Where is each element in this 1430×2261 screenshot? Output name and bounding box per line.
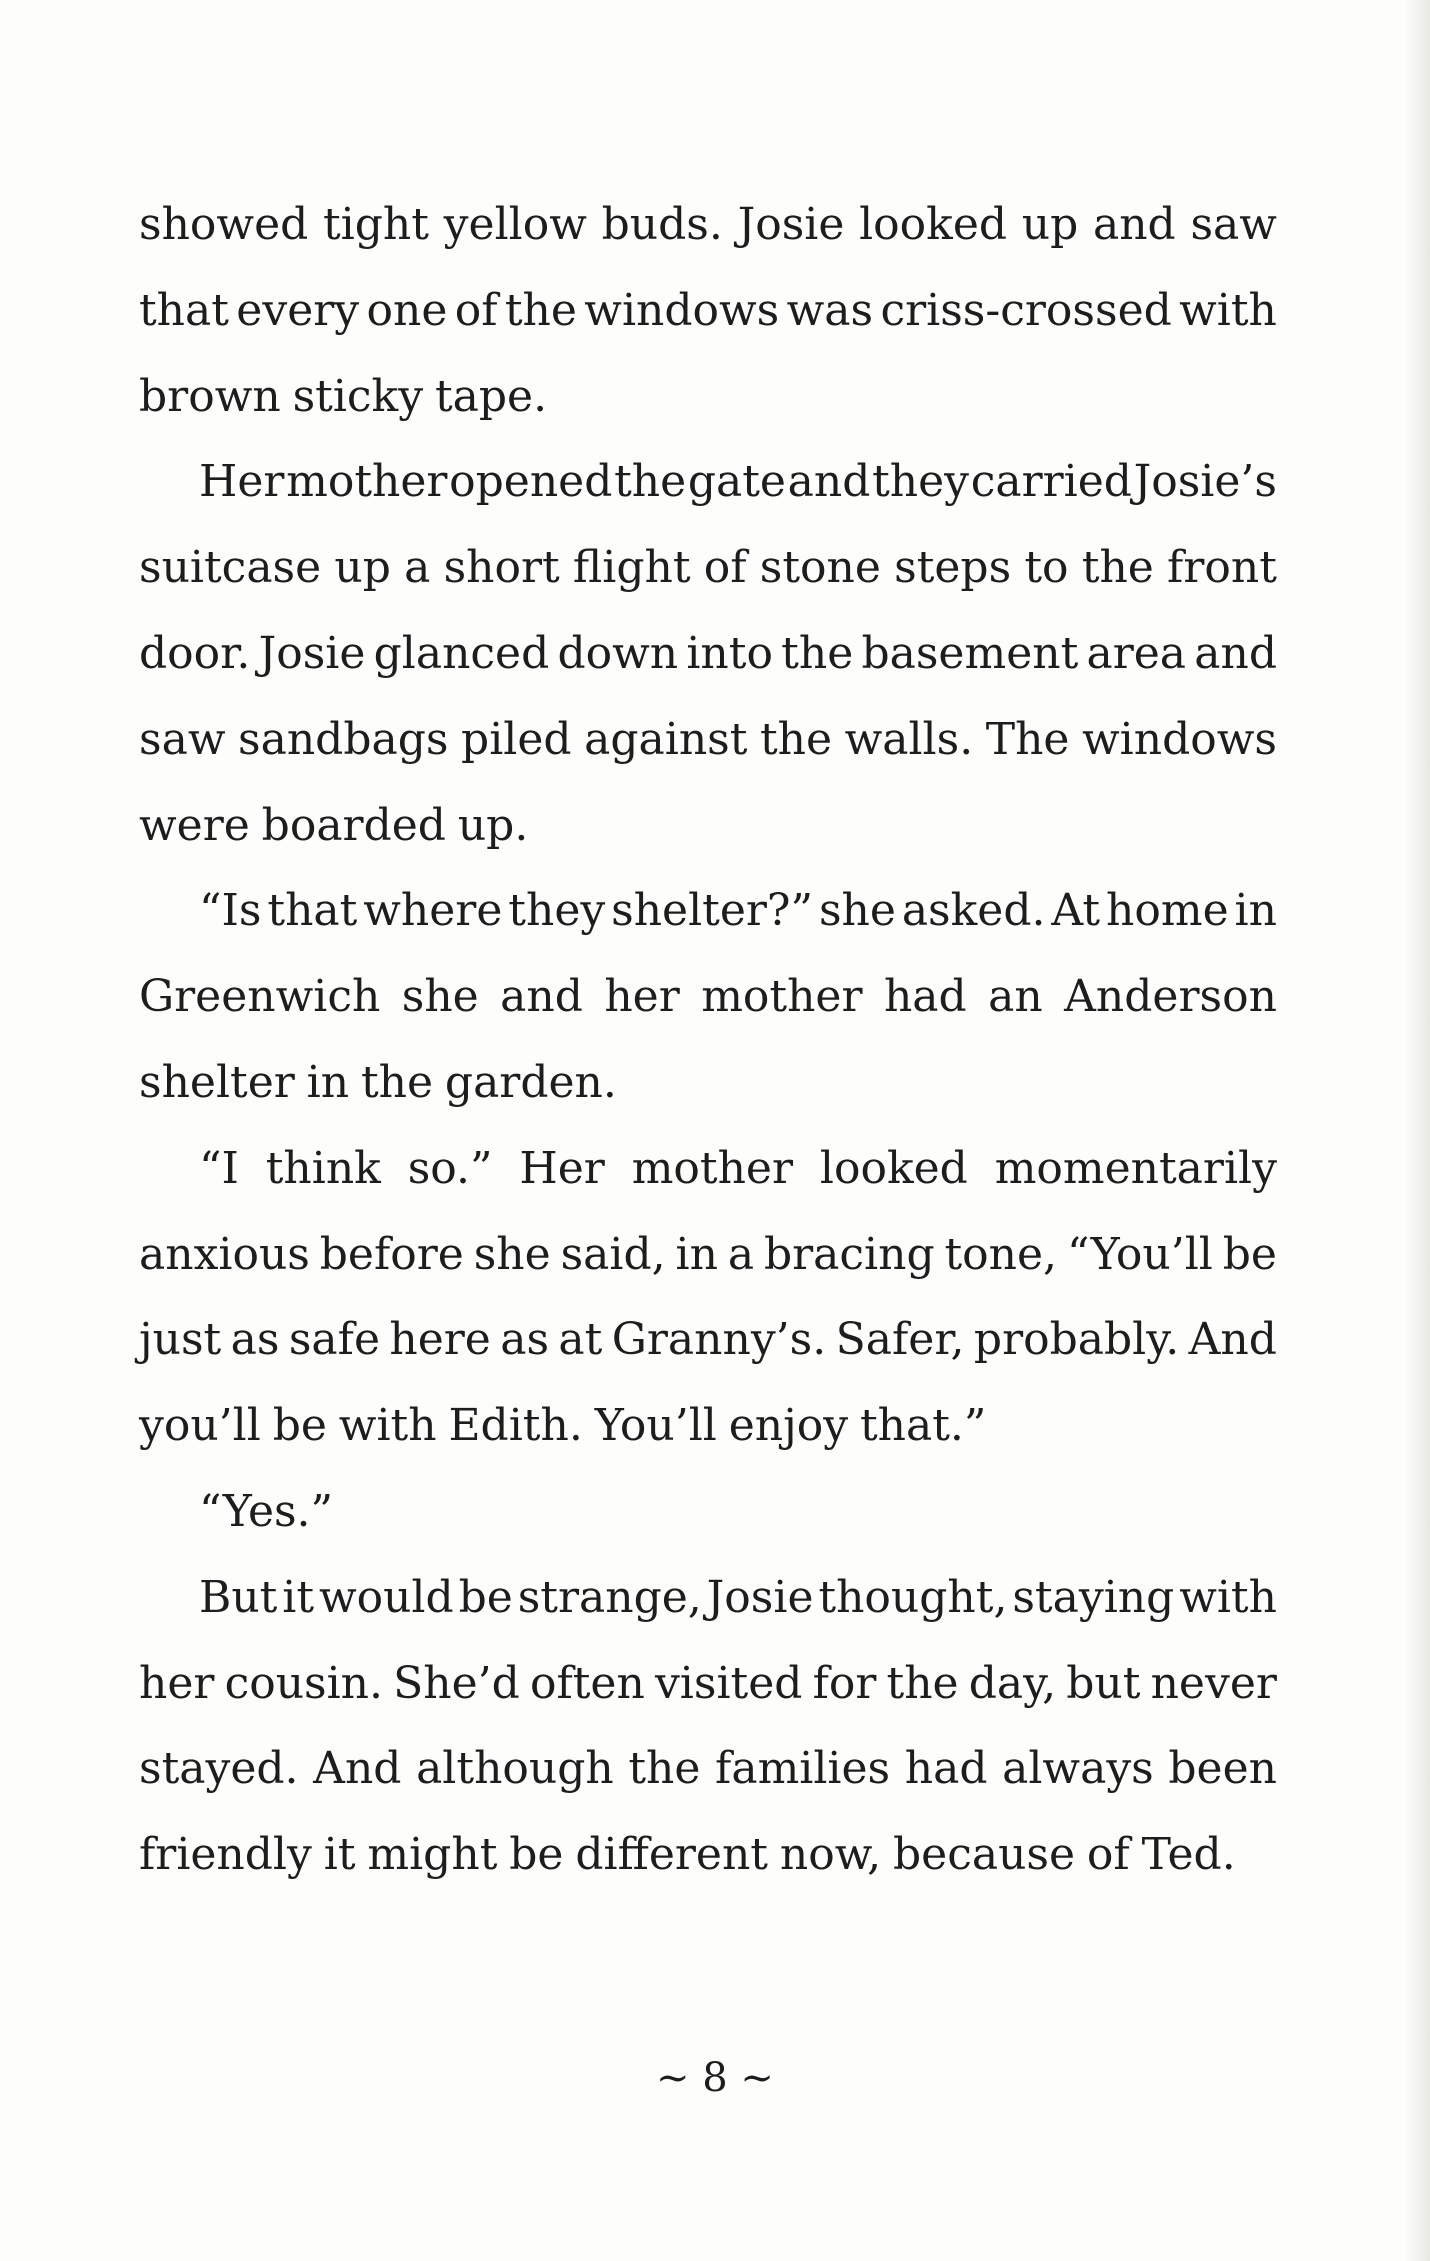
word: Josie <box>258 627 366 679</box>
word: different <box>575 1829 768 1881</box>
word: the <box>628 1743 701 1795</box>
word: short <box>443 542 560 594</box>
word: thought, <box>818 1571 1008 1623</box>
word: She’d <box>393 1657 520 1709</box>
word: might <box>367 1829 498 1881</box>
text-line <box>139 1555 1277 1641</box>
word: because <box>893 1829 1076 1881</box>
word: garden. <box>444 1056 617 1108</box>
word: flight <box>572 542 691 594</box>
word: strange, <box>517 1571 702 1623</box>
word: suitcase <box>139 542 322 594</box>
word: enjoy <box>728 1400 849 1452</box>
word: cousin. <box>224 1657 384 1709</box>
word: showed <box>139 199 309 250</box>
word: Anderson <box>1064 971 1277 1023</box>
word: although <box>416 1743 614 1795</box>
page-number: ~ 8 ~ <box>656 2055 774 2101</box>
word: be <box>272 1400 327 1452</box>
word: At <box>1051 885 1101 937</box>
word: one <box>366 284 448 336</box>
word: she <box>818 885 896 937</box>
word: would <box>318 1571 454 1623</box>
word: saw <box>1190 199 1277 250</box>
word: opened <box>449 456 613 508</box>
word: stone <box>759 542 881 594</box>
spine-shadow <box>1404 0 1430 2261</box>
word: had <box>904 1743 988 1795</box>
word: carried <box>970 456 1132 508</box>
word: front <box>1167 542 1277 594</box>
word: You’ll <box>594 1400 717 1452</box>
text-line <box>139 268 1277 354</box>
word: and <box>500 971 583 1023</box>
word: and <box>787 456 871 508</box>
word: staying <box>1012 1571 1175 1623</box>
word: in <box>306 1056 350 1108</box>
word: saw <box>139 713 226 765</box>
word: Ted. <box>1141 1829 1236 1881</box>
text-line <box>139 697 1277 783</box>
word: be <box>509 1829 564 1881</box>
word: to <box>1024 542 1069 594</box>
word: it <box>323 1829 356 1881</box>
word: in <box>675 1228 718 1280</box>
word: windows <box>584 284 780 336</box>
word: tone, <box>944 1228 1058 1280</box>
word: steps <box>894 542 1012 594</box>
word: Josie’s <box>1133 456 1277 508</box>
word: were <box>139 799 250 851</box>
word: and <box>1092 199 1176 250</box>
word: now, <box>779 1829 882 1881</box>
word: just <box>139 1314 222 1366</box>
word: said, <box>560 1228 666 1280</box>
text-line <box>139 1641 1277 1727</box>
word: always <box>1002 1743 1154 1795</box>
word: door. <box>139 627 251 679</box>
word: probably. <box>973 1314 1180 1366</box>
text-line <box>139 439 1277 525</box>
word: “I <box>199 1142 239 1194</box>
word: looked <box>859 199 1008 250</box>
word: she <box>473 1228 551 1280</box>
word: gate <box>687 456 786 508</box>
word: buds. <box>601 199 723 250</box>
word: you’ll <box>139 1400 261 1452</box>
text-line <box>139 182 1277 268</box>
word: the <box>759 713 833 765</box>
word: with <box>338 1400 437 1452</box>
word: an <box>988 971 1043 1023</box>
word: momentarily <box>994 1142 1277 1194</box>
word: her <box>604 971 680 1023</box>
text-line <box>139 783 1277 869</box>
word: yellow <box>443 199 587 250</box>
word: visited <box>654 1657 803 1709</box>
word: against <box>584 713 748 765</box>
word: piled <box>461 713 572 765</box>
word: stayed. <box>139 1743 299 1795</box>
word: the <box>504 284 577 336</box>
text-line <box>139 1212 1277 1298</box>
word: so.” <box>407 1142 493 1194</box>
word: down <box>557 627 679 679</box>
text-line <box>139 1469 1277 1555</box>
word: with <box>1179 284 1277 336</box>
word: basement <box>861 627 1079 679</box>
word: criss-crossed <box>880 284 1172 336</box>
word: Josie <box>737 199 845 250</box>
word: be <box>458 1571 513 1623</box>
word: walls. <box>844 713 974 765</box>
text-line <box>139 1126 1277 1212</box>
word: had <box>883 971 967 1023</box>
word: at <box>558 1314 603 1366</box>
word: up. <box>457 799 529 851</box>
text-line <box>139 611 1277 697</box>
word: that <box>267 885 358 937</box>
text-line <box>139 525 1277 611</box>
text-line <box>139 354 1277 440</box>
word: mother <box>631 1142 794 1194</box>
text-line <box>139 1812 1277 1898</box>
word: the <box>614 456 687 508</box>
word: of <box>703 542 747 594</box>
word: where <box>363 885 503 937</box>
word: a <box>727 1228 755 1280</box>
word: anxious <box>139 1228 310 1280</box>
text-line <box>139 1297 1277 1383</box>
word: But <box>199 1571 278 1623</box>
word: “You’ll <box>1066 1228 1213 1280</box>
word: mother <box>701 971 863 1023</box>
word: of <box>454 284 498 336</box>
word: the <box>360 1056 434 1108</box>
word: but <box>1066 1657 1141 1709</box>
word: into <box>686 627 773 679</box>
word: it <box>282 1571 315 1623</box>
word: in <box>1234 885 1277 937</box>
word: was <box>786 284 874 336</box>
word: a <box>404 542 431 594</box>
word: of <box>1086 1829 1130 1881</box>
word: Granny’s. <box>611 1314 827 1366</box>
word: be <box>1222 1228 1277 1280</box>
word: they <box>508 885 606 937</box>
word: And <box>1188 1314 1277 1366</box>
word: before <box>319 1228 464 1280</box>
word: glanced <box>373 627 550 679</box>
word: up <box>334 542 391 594</box>
word: safe <box>288 1314 380 1366</box>
word: Safer, <box>835 1314 965 1366</box>
word: that <box>139 284 229 336</box>
word: the <box>886 1657 959 1709</box>
text-line <box>139 1040 1277 1126</box>
body-text <box>139 182 1277 1898</box>
word: shelter?” <box>611 885 814 937</box>
word: as <box>230 1314 280 1366</box>
text-line <box>139 868 1277 954</box>
word: shelter <box>139 1056 295 1108</box>
word: with <box>1179 1571 1277 1623</box>
text-line <box>139 1383 1277 1469</box>
word: Her <box>519 1142 605 1194</box>
word: think <box>265 1142 381 1194</box>
word: never <box>1150 1657 1277 1709</box>
word: brown <box>139 370 281 422</box>
word: the <box>781 627 854 679</box>
text-line <box>139 1726 1277 1812</box>
word: and <box>1194 627 1277 679</box>
word: families <box>715 1743 891 1795</box>
word: often <box>529 1657 645 1709</box>
word: tight <box>323 199 429 250</box>
word: home <box>1106 885 1229 937</box>
word: windows <box>1082 713 1277 765</box>
word: as <box>500 1314 550 1366</box>
word: she <box>401 971 479 1023</box>
word: for <box>812 1657 877 1709</box>
word: mother <box>286 456 448 508</box>
word: And <box>313 1743 402 1795</box>
word: Her <box>199 456 285 508</box>
word: Edith. <box>448 1400 583 1452</box>
word: sticky <box>292 370 424 422</box>
word: bracing <box>763 1228 935 1280</box>
word: they <box>872 456 969 508</box>
word: “Is <box>199 885 262 937</box>
word: day, <box>968 1657 1057 1709</box>
word: the <box>1081 542 1154 594</box>
word: “Yes.” <box>199 1485 334 1537</box>
word: her <box>139 1657 215 1709</box>
word: asked. <box>901 885 1046 937</box>
word: been <box>1168 1743 1277 1795</box>
word: boarded <box>261 799 446 851</box>
word: here <box>389 1314 491 1366</box>
word: sandbags <box>238 713 449 765</box>
word: friendly <box>139 1829 312 1881</box>
word: every <box>236 284 360 336</box>
word: that.” <box>860 1400 987 1452</box>
word: Josie <box>706 1571 814 1623</box>
word: up <box>1021 199 1079 250</box>
word: tape. <box>434 370 548 422</box>
word: area <box>1086 627 1187 679</box>
word: Greenwich <box>139 971 381 1023</box>
text-line <box>139 954 1277 1040</box>
word: The <box>985 713 1070 765</box>
word: looked <box>819 1142 968 1194</box>
